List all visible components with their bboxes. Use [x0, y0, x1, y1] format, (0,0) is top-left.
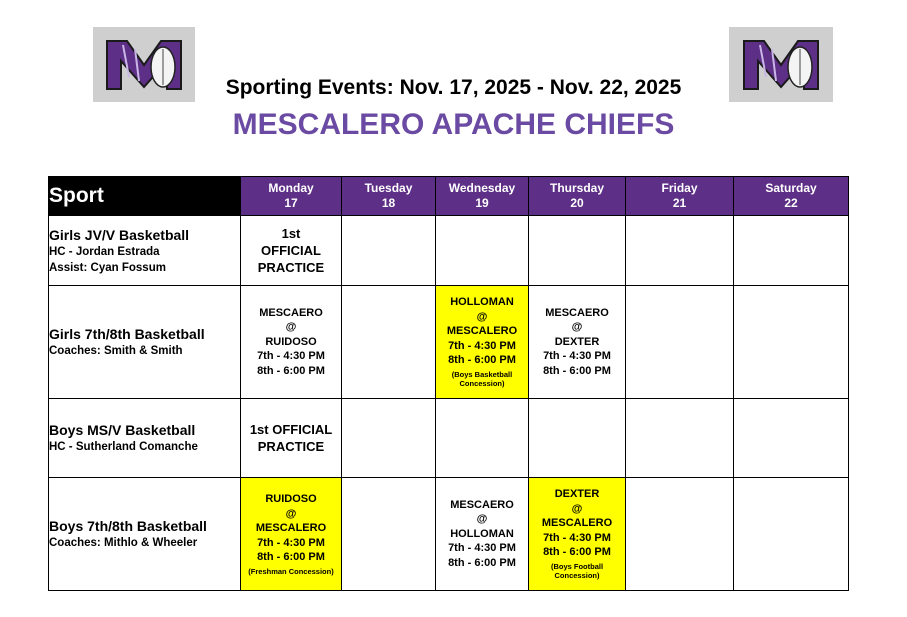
sport-cell	[49, 286, 241, 399]
event-line: @	[476, 513, 488, 526]
sport-column-header: Sport	[49, 177, 241, 216]
day-header-wednesday: Wednesday 19	[436, 177, 529, 216]
event-cell-friday	[626, 286, 734, 399]
event-line: 1st	[281, 226, 301, 241]
table-row	[49, 286, 849, 399]
sport-name: Girls JV/V Basketball	[49, 226, 190, 243]
event-cell-saturday	[734, 478, 849, 591]
event-line: MESCAERO	[450, 498, 514, 511]
event-cell-thursday	[529, 216, 626, 286]
event-line: MESCALERO	[541, 517, 613, 530]
coach-line: HC - Sutherland Comanche	[49, 441, 198, 453]
sport-name: Boys MS/V Basketball	[49, 422, 196, 438]
event-line: 1st OFFICIAL	[249, 422, 333, 437]
header-row	[49, 177, 849, 216]
event-line: MESCAERO	[545, 306, 609, 319]
event-cell-tuesday	[342, 286, 436, 399]
event-cell-wednesday	[436, 399, 529, 478]
event-line: 8th - 6:00 PM	[448, 556, 516, 569]
schedule-body	[49, 216, 849, 591]
event-cell-tuesday	[342, 216, 436, 286]
event-cell-saturday	[734, 399, 849, 478]
date-range-title: Sporting Events: Nov. 17, 2025 - Nov. 22, 2025	[225, 76, 682, 99]
sport-cell	[49, 478, 241, 591]
event-line: RUIDOSO	[265, 493, 317, 505]
event-cell-monday	[241, 286, 342, 399]
event-line: HOLLOMAN	[450, 527, 514, 540]
coach-line: Coaches: Mithlo & Wheeler	[49, 537, 198, 549]
event-cell-saturday	[734, 216, 849, 286]
event-cell-thursday	[529, 399, 626, 478]
event-cell-friday	[626, 399, 734, 478]
sport-cell	[49, 399, 241, 478]
event-cell-thursday	[529, 286, 626, 399]
event-line: PRACTICE	[257, 439, 325, 454]
event-line: @	[476, 310, 488, 323]
event-line: 8th - 6:00 PM	[257, 551, 325, 563]
event-line: @	[285, 321, 297, 334]
sport-cell	[49, 216, 241, 286]
event-cell-saturday	[734, 286, 849, 399]
event-cell-tuesday	[342, 399, 436, 478]
event-line: HOLLOMAN	[450, 296, 514, 309]
table-row	[49, 216, 849, 286]
event-cell-wednesday	[436, 286, 529, 399]
event-line: DEXTER	[554, 488, 600, 501]
day-header-tuesday: Tuesday 18	[342, 177, 436, 216]
event-cell-friday	[626, 478, 734, 591]
sport-name: Boys 7th/8th Basketball	[49, 518, 207, 534]
event-cell-monday	[241, 478, 342, 591]
event-cell-monday	[241, 399, 342, 478]
event-line: 7th - 4:30 PM	[257, 536, 325, 549]
event-cell-monday	[241, 216, 342, 286]
event-line: OFFICIAL	[261, 243, 321, 258]
event-line: 8th - 6:00 PM	[543, 546, 611, 559]
day-header-monday: Monday 17	[241, 177, 342, 216]
sport-name: Girls 7th/8th Basketball	[49, 326, 205, 342]
event-cell-tuesday	[342, 478, 436, 591]
event-line: @	[285, 507, 297, 520]
event-line: 8th - 6:00 PM	[543, 364, 611, 377]
event-line: @	[571, 502, 583, 515]
coach-line: Coaches: Smith & Smith	[49, 345, 183, 357]
concession-note: (Freshman Concession)	[248, 566, 334, 576]
concession-note: (Boys Football Concession)	[550, 561, 604, 581]
schedule-table	[48, 176, 849, 591]
day-header-thursday: Thursday 20	[529, 177, 626, 216]
event-line: MESCALERO	[255, 522, 327, 534]
event-line: RUIDOSO	[265, 335, 317, 348]
event-line: 8th - 6:00 PM	[448, 354, 516, 367]
event-cell-wednesday	[436, 478, 529, 591]
day-header-friday: Friday 21	[626, 177, 734, 216]
event-line: DEXTER	[554, 335, 600, 348]
coach-line: Assist: Cyan Fossum	[49, 261, 166, 274]
event-line: 7th - 4:30 PM	[257, 350, 325, 363]
event-line: 7th - 4:30 PM	[448, 542, 516, 555]
event-cell-wednesday	[436, 216, 529, 286]
coach-line: HC - Jordan Estrada	[49, 245, 160, 258]
event-line: 7th - 4:30 PM	[448, 339, 516, 352]
event-cell-friday	[626, 216, 734, 286]
event-line: PRACTICE	[257, 260, 325, 275]
table-row	[49, 399, 849, 478]
event-cell-thursday	[529, 478, 626, 591]
event-line: 7th - 4:30 PM	[543, 350, 611, 363]
table-row	[49, 478, 849, 591]
concession-note: (Boys Basketball Concession)	[451, 369, 513, 389]
team-title: MESCALERO APACHE CHIEFS	[232, 108, 675, 141]
event-line: 7th - 4:30 PM	[543, 531, 611, 544]
event-line: @	[571, 321, 583, 334]
event-line: 8th - 6:00 PM	[257, 364, 325, 377]
day-header-saturday: Saturday 22	[734, 177, 849, 216]
event-line: MESCALERO	[446, 325, 518, 338]
event-line: MESCAERO	[259, 306, 323, 319]
